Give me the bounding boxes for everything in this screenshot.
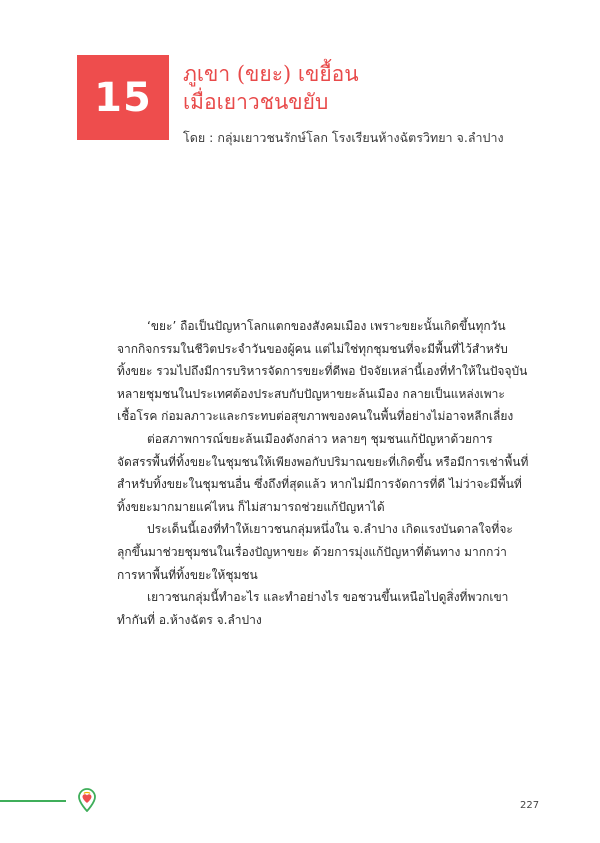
- body-line: ทิ้งขยะมากมายแค่ไหน ก็ไม่สามารถช่วยแก้ปัญหาได้: [117, 499, 385, 514]
- footer-divider: [0, 800, 66, 802]
- body-line: จัดสรรพื้นที่ทิ้งขยะในชุมชนให้เพียงพอกับปริมาณขยะที่เกิดขึ้น หรือมีการเช่าพื้นที่: [117, 454, 529, 469]
- body-line: หลายชุมชนในประเทศต้องประสบกับปัญหาขยะล้นเมือง กลายเป็นแหล่งเพาะ: [117, 386, 505, 401]
- chapter-title-line-2: เมื่อเยาวชนขยับ: [183, 90, 329, 114]
- chapter-title-line-1: ภูเขา (ขยะ) เขยื้อน: [183, 62, 359, 86]
- body-line: สำหรับทิ้งขยะในชุมชนอื่น ซึ่งถึงที่สุดแล้ว หากไม่มีการจัดการที่ดี ไม่ว่าจะมีพื้นที่: [117, 477, 522, 492]
- body-line: ทิ้งขยะ รวมไปถึงมีการบริหารจัดการขยะที่ดีพอ ปัจจัยเหล่านี้เองที่ทำให้ในปัจจุบัน: [117, 364, 528, 379]
- chapter-title: [183, 60, 563, 116]
- body-line: ลุกขึ้นมาช่วยชุมชนในเรื่องปัญหาขยะ ด้วยการมุ่งแก้ปัญหาที่ต้นทาง มากกว่า: [117, 544, 507, 559]
- heart-location-pin-icon: [76, 788, 98, 812]
- body-line: ต่อสภาพการณ์ขยะล้นเมืองดังกล่าว หลายๆ ชุมชนแก้ปัญหาด้วยการ: [147, 431, 493, 446]
- body-line: ประเด็นนี้เองที่ทำให้เยาวชนกลุ่มหนึ่งใน จ.ลำปาง เกิดแรงบันดาลใจที่จะ: [147, 522, 513, 537]
- body-line: ‘ขยะ’ ถือเป็นปัญหาโลกแตกของสังคมเมือง เพราะขยะนั้นเกิดขึ้นทุกวัน: [147, 319, 506, 333]
- body-line: เยาวชนกลุ่มนี้ทำอะไร และทำอย่างไร ขอชวนขึ้นเหนือไปดูสิ่งที่พวกเขา: [147, 590, 509, 605]
- body-line: เชื้อโรค ก่อมลภาวะและกระทบต่อสุขภาพของคนในพื้นที่อย่างไม่อาจหลีกเลี่ยง: [117, 409, 514, 424]
- chapter-number: 15: [94, 74, 152, 121]
- page-number: 227: [520, 800, 540, 811]
- byline: โดย : กลุ่มเยาวชนรักษ์โลก โรงเรียนห้างฉัตรวิทยา จ.ลำปาง: [183, 130, 504, 145]
- body-line: การหาพื้นที่ทิ้งขยะให้ชุมชน: [117, 567, 258, 582]
- body-text: [117, 315, 537, 631]
- chapter-number-box: [77, 55, 169, 140]
- body-line: ทำกันที่ อ.ห้างฉัตร จ.ลำปาง: [117, 612, 262, 627]
- body-line: จากกิจกรรมในชีวิตประจำวันของผู้คน แต่ไม่ใช่ทุกชุมชนที่จะมีพื้นที่ไว้สำหรับ: [117, 341, 508, 356]
